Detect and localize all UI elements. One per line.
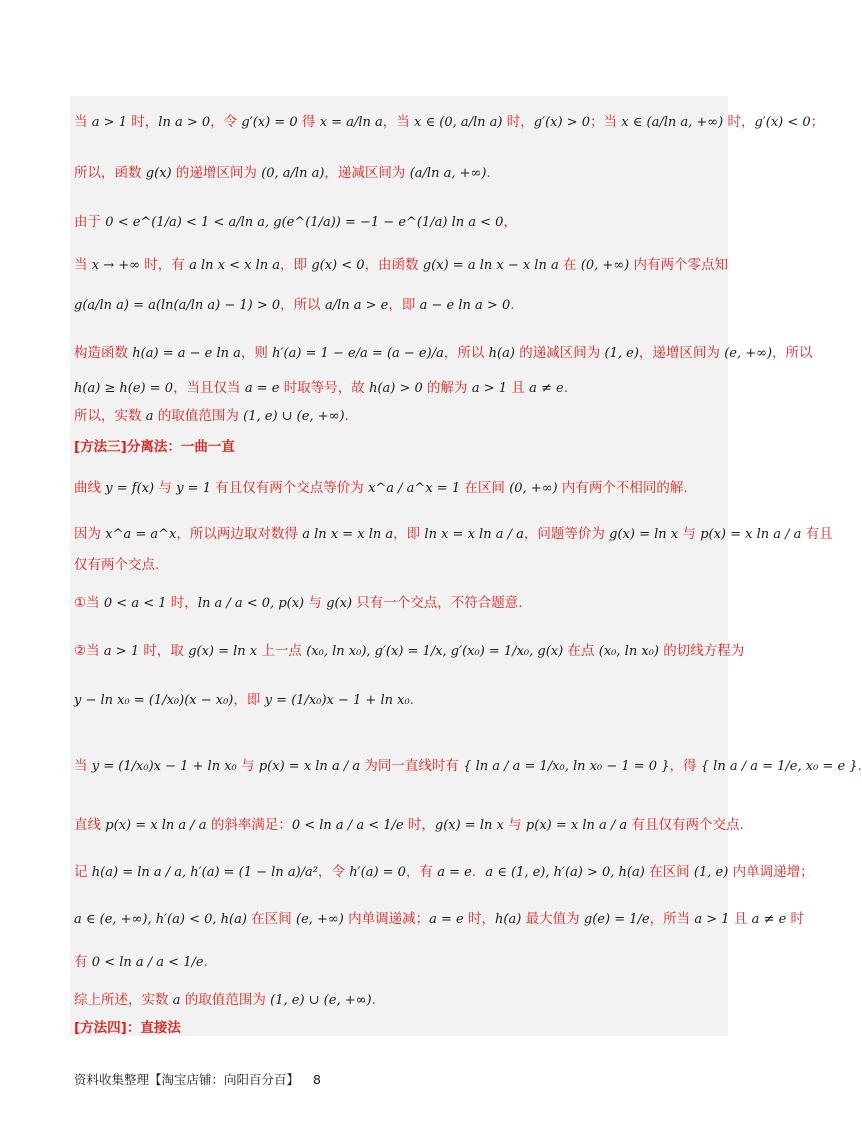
text-run: 由于: [74, 214, 106, 230]
text-run: ，令: [318, 864, 350, 880]
text-run: 时，: [166, 595, 198, 611]
math-expression: 0 < ln a / a < 1/e: [91, 955, 204, 970]
math-expression: g(x): [145, 166, 172, 181]
math-expression: (x₀, ln x₀): [598, 644, 659, 659]
text-line: [74, 952, 726, 973]
text-line: [74, 756, 862, 777]
text-run: ，即: [280, 257, 312, 273]
math-expression: x = a/ln a: [319, 115, 383, 130]
text-line: [74, 990, 726, 1011]
math-expression: p(x) = x ln a / a: [258, 759, 361, 774]
text-run: ，所以两边取对数得: [176, 526, 303, 542]
text-run: 的递增区间为: [171, 165, 262, 181]
math-expression: ln a / a < 0, p(x): [197, 596, 305, 611]
text-line: [74, 593, 726, 614]
text-run: .: [510, 297, 515, 313]
math-expression: g(x) = ln x: [188, 644, 258, 659]
math-expression: (0, +∞): [580, 258, 630, 273]
text-run: 的切线方程为: [658, 643, 745, 659]
text-run: 当: [74, 758, 92, 774]
math-expression: g(x): [326, 596, 353, 611]
math-expression: g(e) = 1/e: [583, 912, 650, 927]
math-expression: x^a = a^x: [105, 527, 177, 542]
text-run: .: [857, 758, 862, 774]
math-expression: h(a): [488, 346, 515, 361]
page-footer: [74, 1070, 321, 1088]
text-run: ；: [810, 114, 825, 130]
math-expression: a: [145, 409, 154, 424]
text-run: ②当: [74, 643, 104, 659]
text-run: ，所以: [772, 345, 813, 361]
text-run: ，令: [210, 114, 242, 130]
math-expression: 0 < a < 1: [103, 596, 167, 611]
text-line: [74, 255, 729, 276]
math-expression: (a/ln a, +∞): [409, 166, 487, 181]
math-expression: 0 < ln a / a < 1/e: [291, 818, 404, 833]
text-run: 且: [729, 911, 752, 927]
math-expression: a − e ln a > 0: [419, 298, 511, 313]
math-expression: a ∈ (e, +∞), h′(a) < 0, h(a): [74, 912, 247, 927]
math-expression: g(x) = ln x: [434, 818, 504, 833]
math-expression: h′(a) = 0: [349, 865, 406, 880]
text-run: ，所以: [280, 297, 325, 313]
text-line: [74, 112, 825, 133]
math-expression: a: [172, 993, 181, 1008]
text-run: 有: [74, 954, 92, 970]
text-run: ，即: [388, 297, 420, 313]
text-run: [方法四]：直接法: [74, 1020, 181, 1036]
text-run: 内有两个不相同的解.: [557, 480, 688, 496]
text-run: 上一点: [257, 643, 307, 659]
text-run: 记: [74, 864, 92, 880]
text-run: ，所以: [443, 345, 489, 361]
text-run: 与: [236, 758, 259, 774]
math-expression: a ln x = x ln a: [302, 527, 394, 542]
text-run: 的斜率满足：: [206, 817, 292, 833]
text-run: 在: [558, 257, 581, 273]
text-run: 与: [503, 817, 526, 833]
math-expression: h(a) ≥ h(e) = 0: [74, 381, 174, 396]
text-run: 曲线: [74, 480, 106, 496]
text-run: 有且仅有两个交点.: [627, 817, 744, 833]
text-run: 时，取: [139, 643, 189, 659]
text-run: ，递增区间为: [638, 345, 725, 361]
text-run: ①当: [74, 595, 104, 611]
text-run: 的取值范围为: [153, 408, 244, 424]
math-expression: (e, +∞): [724, 346, 773, 361]
math-expression: g′(x) = 0: [241, 115, 298, 130]
math-expression: x → +∞: [91, 258, 141, 273]
text-run: 的递减区间为: [514, 345, 605, 361]
text-run: ，问题等价为: [523, 526, 610, 542]
text-run: 与: [304, 595, 327, 611]
text-run: 且: [507, 380, 530, 396]
text-run: 为同一直线时有: [360, 758, 464, 774]
math-expression: x ∈ (a/ln a, +∞): [621, 115, 724, 130]
text-run: 与: [678, 526, 701, 542]
math-expression: a ∈ (1, e), h′(a) > 0, h(a): [485, 865, 645, 880]
text-run: ；当: [589, 114, 622, 130]
text-run: 所以，实数: [74, 408, 146, 424]
math-expression: p(x) = x ln a / a: [105, 818, 207, 833]
math-expression: { ln a / a = 1/e, x₀ = e }: [700, 759, 858, 774]
math-expression: x ∈ (0, a/ln a): [414, 115, 503, 130]
math-expression: (1, e) ∪ (e, +∞): [243, 409, 345, 424]
text-line: [74, 555, 726, 575]
math-expression: g′(x) < 0: [754, 115, 811, 130]
text-run: 因为: [74, 526, 106, 542]
text-run: 与: [154, 480, 177, 496]
math-expression: (0, a/ln a): [261, 166, 325, 181]
math-expression: a > 1: [91, 115, 127, 130]
text-run: [方法三]分离法：一曲一直: [74, 439, 235, 455]
text-run: ，有: [405, 864, 438, 880]
text-run: ，得: [669, 758, 701, 774]
math-expression: (0, +∞): [509, 481, 558, 496]
math-expression: ln a > 0: [158, 115, 211, 130]
text-run: 得: [297, 114, 320, 130]
text-run: .: [486, 165, 491, 181]
math-expression: g(x) = a ln x − x ln a: [422, 258, 559, 273]
math-expression: y − ln x₀ = (1/x₀)(x − x₀): [74, 693, 234, 708]
text-line: [74, 378, 726, 399]
text-run: ，: [503, 214, 517, 230]
math-expression: a > 1: [694, 912, 730, 927]
math-expression: a = e: [429, 912, 464, 927]
math-expression: y = (1/x₀)x − 1 + ln x₀: [264, 693, 410, 708]
math-expression: (1, e) ∪ (e, +∞): [270, 993, 372, 1008]
text-line: [74, 295, 726, 316]
math-expression: h′(a) = 1 − e/a = (a − e)/a: [272, 346, 444, 361]
text-run: 在区间: [246, 911, 296, 927]
text-run: ，即: [233, 692, 265, 708]
text-run: 构造函数: [74, 345, 133, 361]
math-expression: a ln x < x ln a: [189, 258, 281, 273]
text-run: 当: [74, 257, 92, 273]
math-expression: { ln a / a = 1/x₀, ln x₀ − 1 = 0 }: [463, 759, 670, 774]
text-run: 内有两个零点知: [629, 257, 729, 273]
math-expression: h(a) = a − e ln a: [132, 346, 241, 361]
page-number: 8: [313, 1072, 321, 1087]
math-expression: (1, e): [604, 346, 639, 361]
math-expression: 0 < e^(1/a) < 1 < a/ln a, g(e^(1/a)) = −1 − e^(1/a) ln a < 0: [105, 215, 504, 230]
text-line: [74, 909, 805, 930]
text-run: 在点: [563, 643, 599, 659]
text-run: .: [409, 692, 414, 708]
text-run: .: [203, 954, 208, 970]
text-run: .: [563, 380, 569, 396]
text-run: 有且仅有两个交点等价为: [210, 480, 369, 496]
math-expression: (e, +∞): [296, 912, 344, 927]
text-run: 的解为: [422, 380, 472, 396]
text-run: ，当: [382, 114, 415, 130]
text-run: 时，: [723, 114, 755, 130]
math-expression: g(x) < 0: [311, 258, 365, 273]
text-run: 时，有: [140, 257, 190, 273]
text-run: 在区间: [644, 864, 694, 880]
math-expression: a/ln a > e: [324, 298, 389, 313]
text-run: 直线: [74, 817, 106, 833]
text-line: [74, 478, 726, 499]
text-run: 时: [786, 911, 805, 927]
math-expression: g(a/ln a) = a(ln(a/ln a) − 1) > 0: [74, 298, 281, 313]
text-line: [74, 212, 726, 233]
text-run: ，所当: [649, 911, 695, 927]
text-line: [74, 524, 833, 545]
math-expression: g(x) = ln x: [609, 527, 679, 542]
math-expression: a = e: [437, 865, 472, 880]
text-run: 的取值范围为: [180, 992, 271, 1008]
text-run: ，由函数: [364, 257, 423, 273]
text-line: [74, 343, 813, 364]
math-expression: p(x) = x ln a / a: [525, 818, 628, 833]
text-run: 时，: [463, 911, 496, 927]
text-run: 所以，函数: [74, 165, 146, 181]
footer-source: 资料收集整理【淘宝店铺：向阳百分百】: [74, 1072, 300, 1087]
math-expression: a > 1: [471, 381, 508, 396]
math-expression: x^a / a^x = 1: [368, 481, 461, 496]
text-line: [74, 690, 726, 711]
text-line: [74, 163, 726, 184]
text-line: [74, 641, 745, 662]
math-expression: y = 1: [176, 481, 211, 496]
text-line: [74, 406, 726, 427]
math-expression: (x₀, ln x₀), g′(x) = 1/x, g′(x₀) = 1/x₀, g(x): [306, 644, 564, 659]
text-run: 有且: [801, 526, 833, 542]
text-run: .: [344, 408, 349, 424]
math-expression: (1, e): [693, 865, 729, 880]
text-run: 内单调递减；: [343, 911, 430, 927]
math-expression: h(a): [495, 912, 522, 927]
section-heading: [74, 1018, 726, 1038]
text-run: ，当且仅当: [173, 380, 245, 396]
text-line: [74, 815, 744, 836]
math-expression: a ≠ e: [751, 912, 787, 927]
math-expression: h(a) > 0: [369, 381, 423, 396]
text-run: .: [371, 992, 376, 1008]
math-expression: p(x) = x ln a / a: [700, 527, 802, 542]
math-expression: ln x = x ln a / a: [424, 527, 524, 542]
text-run: 时，: [502, 114, 534, 130]
text-run: ，即: [393, 526, 425, 542]
math-expression: y = f(x): [105, 481, 155, 496]
text-run: 时，: [403, 817, 435, 833]
math-expression: a > 1: [103, 644, 140, 659]
text-run: 时，: [126, 114, 159, 130]
math-expression: g′(x) > 0: [533, 115, 590, 130]
text-run: ，递减区间为: [324, 165, 410, 181]
text-line: [74, 862, 814, 883]
math-expression: a ≠ e: [529, 381, 564, 396]
text-run: 时取等号，故: [279, 380, 370, 396]
text-run: 只有一个交点，不符合题意.: [352, 595, 523, 611]
text-run: ，则: [240, 345, 273, 361]
text-run: 在区间: [460, 480, 510, 496]
text-run: 当: [74, 114, 92, 130]
math-expression: h(a) = ln a / a, h′(a) = (1 − ln a)/a²: [91, 865, 318, 880]
text-run: 综上所述，实数: [74, 992, 173, 1008]
text-run: ．: [471, 864, 486, 880]
text-run: 内单调递增；: [728, 864, 814, 880]
math-expression: y = (1/x₀)x − 1 + ln x₀: [91, 759, 237, 774]
math-expression: a = e: [244, 381, 280, 396]
text-run: 仅有两个交点.: [74, 557, 160, 573]
section-heading: [74, 437, 726, 457]
text-run: 最大值为: [521, 911, 584, 927]
